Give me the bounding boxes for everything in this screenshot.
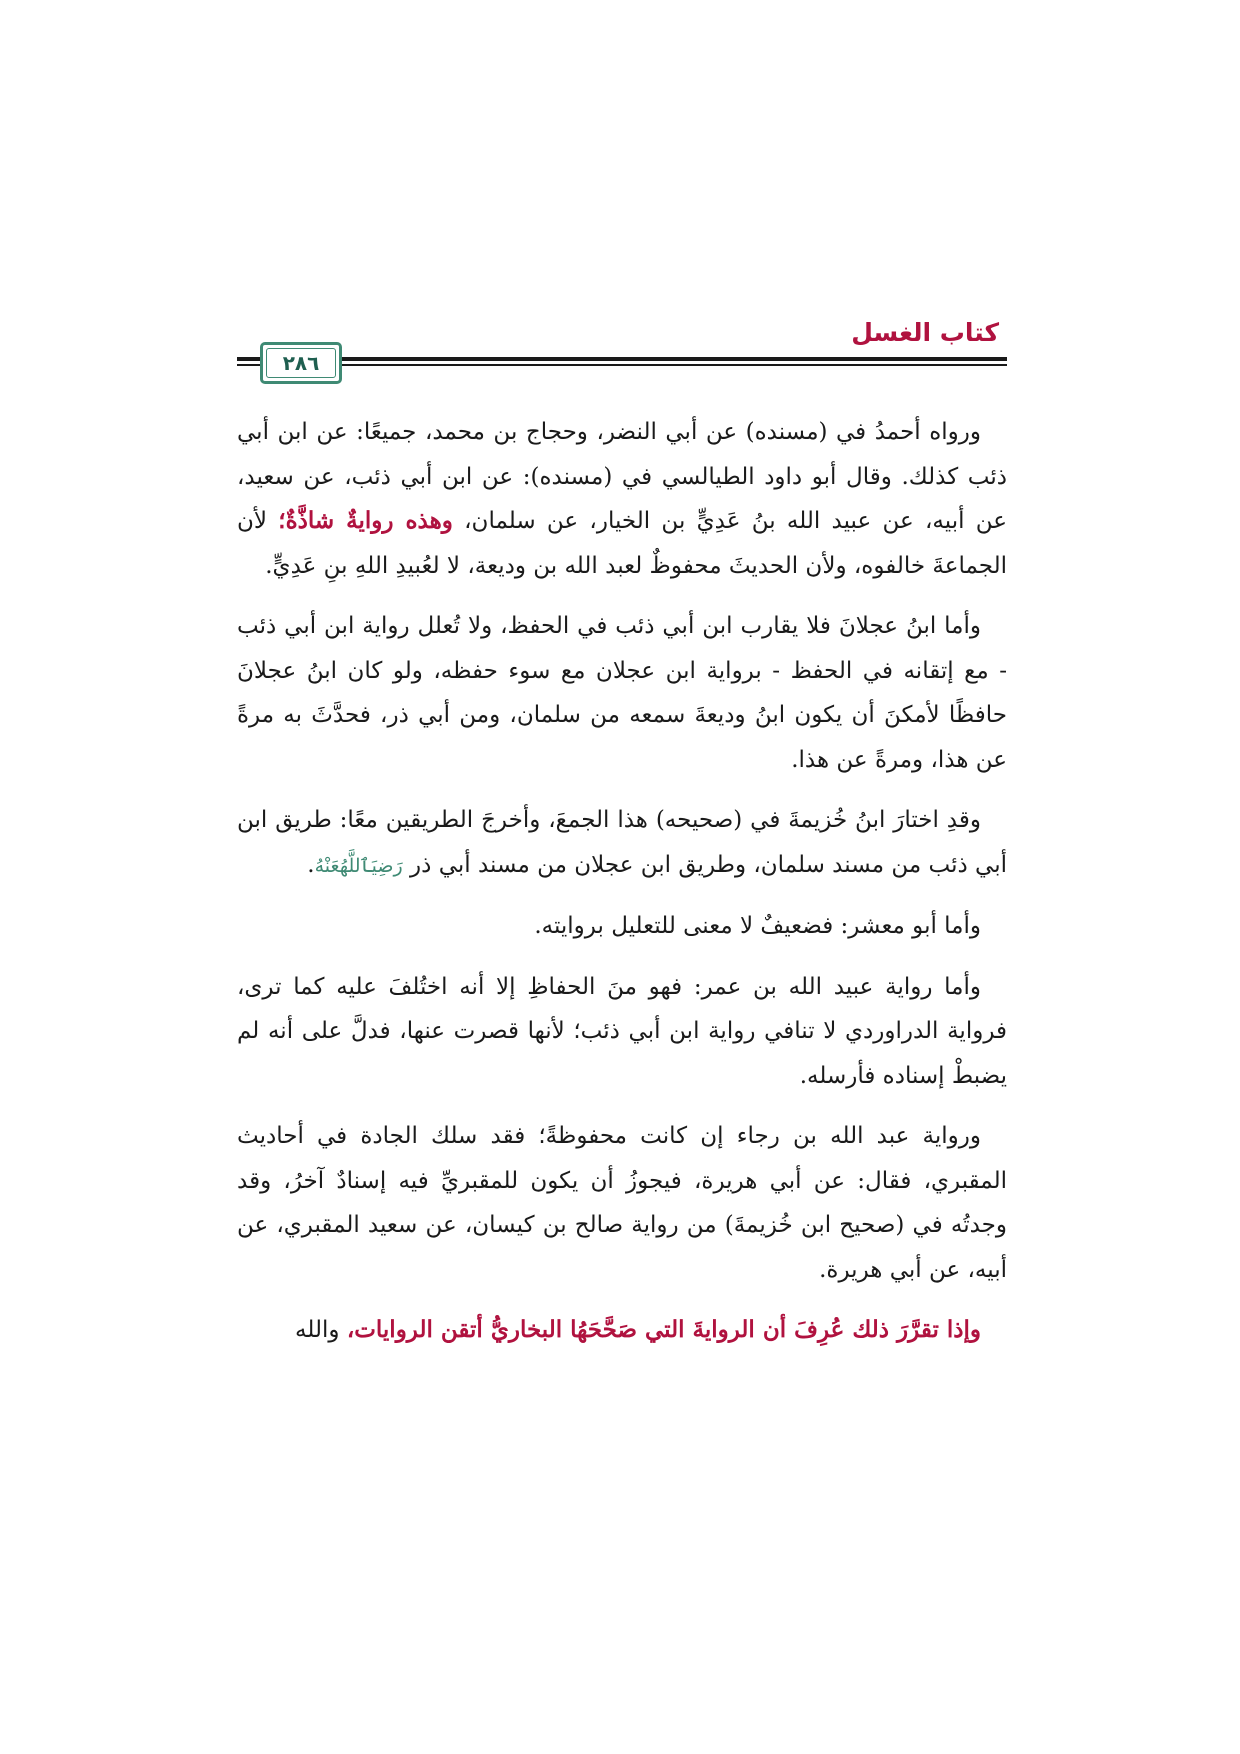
paragraph-2 — [237, 604, 1007, 782]
header-rule-thick — [237, 357, 1007, 361]
header-rule-thin — [237, 364, 1007, 366]
honorific-symbol: رَضِيَٱللَّهُعَنْهُ — [314, 854, 403, 877]
paragraph-6-text: ورواية عبد الله بن رجاء إن كانت محفوظةً؛ فقد سلك الجادة في أحاديث المقبري، فقال: عن أبي هريرة، فيجوزُ أن يكون للمقبريِّ فيه إسنادٌ آخرُ، وقد وجدتُه في (صحيح ابن خُزيمةَ) من رواية صالح بن كيسان، عن سعيد المقبري، عن أبيه، عن أبي هريرة. — [237, 1123, 1007, 1283]
paragraph-1-text-b: لأن الجماعةَ خالفوه، ولأن الحديثَ محفوظٌ لعبد الله بن وديعة، لا لعُبيدِ اللهِ بنِ عَدِيٍّ. — [237, 508, 1007, 579]
paragraph-7 — [237, 1308, 1007, 1353]
paragraph-1 — [237, 410, 1007, 588]
page-body — [237, 410, 1007, 1369]
paragraph-3-end: . — [307, 851, 315, 878]
paragraph-6 — [237, 1114, 1007, 1292]
paragraph-4-text: وأما أبو معشر: فضعيفٌ لا معنى للتعليل بروايته. — [534, 913, 981, 939]
paragraph-4 — [237, 904, 1007, 949]
paragraph-5 — [237, 965, 1007, 1099]
paragraph-1-highlight: وهذه روايةٌ شاذَّةٌ؛ — [278, 507, 453, 534]
paragraph-7-highlight: وإذا تقرَّرَ ذلك عُرِفَ أن الروايةَ التي صَحَّحَهُا البخاريُّ أتقن الروايات، — [346, 1316, 981, 1343]
paragraph-3 — [237, 798, 1007, 888]
page-number: ٢٨٦ — [282, 351, 320, 375]
page-number-frame — [260, 342, 342, 384]
page-header — [237, 318, 1007, 382]
paragraph-3-text: وقدِ اختارَ ابنُ خُزيمةَ في (صحيحه) هذا الجمعَ، وأخرجَ الطريقين معًا: طريق ابن أبي ذئب من مسند سلمان، وطريق ابن عجلان من مسند أبي ذر — [237, 807, 1007, 878]
paragraph-2-text: وأما ابنُ عجلانَ فلا يقارب ابن أبي ذئب في الحفظ، ولا تُعلل رواية ابن أبي ذئب - مع إتقانه في الحفظ - برواية ابن عجلان مع سوء حفظه، ولو كان ابنُ عجلانَ حافظًا لأمكنَ أن يكون ابنُ وديعةَ سمعه من سلمان، ومن أبي ذر، فحدَّثَ به مرةً عن هذا، ومرةً عن هذا. — [237, 613, 1007, 773]
paragraph-5-text: وأما رواية عبيد الله بن عمر: فهو منَ الحفاظِ إلا أنه اختُلفَ عليه كما ترى، فرواية الدراوردي لا تنافي رواية ابن أبي ذئب؛ لأنها قصرت عنها، فدلَّ على أنه لم يضبطْ إسناده فأرسله. — [237, 973, 1007, 1089]
paragraph-1-text-a: ورواه أحمدُ في (مسنده) عن أبي النضر، وحجاج بن محمد، جميعًا: عن ابن أبي ذئب كذلك. وقال أبو داود الطيالسي في (مسنده): عن ابن أبي ذئب، عن سعيد، عن أبيه، عن عبيد الله بنُ عَدِيٍّ بن الخيار، عن سلمان، — [237, 419, 1007, 534]
book-title: كتاب الغسل — [851, 318, 999, 347]
paragraph-7-text: والله — [295, 1317, 347, 1343]
